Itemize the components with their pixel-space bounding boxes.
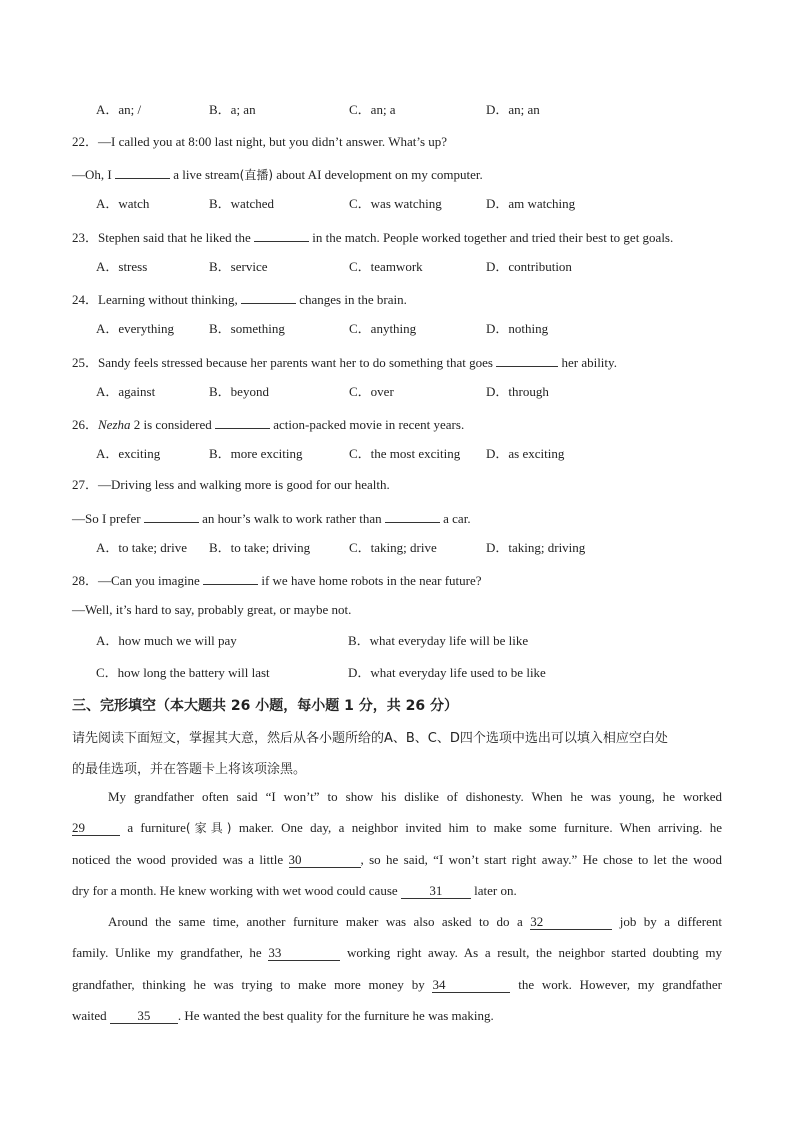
passage-p2-line3b: the work. However, my grandfather (518, 977, 723, 992)
q25-stem (72, 353, 617, 371)
cloze-blank-29[interactable]: 29 (72, 821, 120, 836)
q28-number: 28． (72, 573, 99, 588)
cloze-blank-32[interactable]: 32 (530, 915, 612, 930)
q25-post: her ability. (561, 355, 617, 370)
passage-p1-line2b: maker. One day, a neighbor invited him to make some furniture. When arriving. he (238, 820, 723, 835)
q21-option-d[interactable]: D．an; an (486, 102, 540, 117)
q27-options (96, 540, 736, 556)
q27-line2-mid: an hour’s walk to work rather than (202, 511, 382, 526)
passage-p2-line3 (72, 977, 722, 993)
section-3-instruction-2: 的最佳选项，并在答题卡上将该项涂黑。 (72, 762, 307, 777)
q28-pre: —Can you imagine (98, 573, 200, 588)
passage-p2-line4a: waited (72, 1008, 107, 1023)
passage-p2-line1a: Around the same time, another furniture maker was also asked to do a (108, 914, 523, 929)
passage-p1-line3 (72, 852, 722, 868)
q24-options (96, 321, 736, 337)
q22-number: 22． (72, 134, 99, 149)
q27-blank-2[interactable] (385, 509, 440, 523)
q26-option-d[interactable]: D．as exciting (486, 446, 565, 461)
passage-p2-line4b: . He wanted the best quality for the furniture he was making. (177, 1008, 494, 1023)
q22-option-c[interactable]: C．was watching (349, 196, 442, 211)
q24-stem (72, 290, 407, 308)
q27-line2-pre: —So I prefer (72, 511, 141, 526)
cloze-blank-34[interactable]: 34 (432, 978, 510, 993)
q24-number: 24． (72, 292, 99, 307)
q23-options (96, 259, 736, 275)
q28-options-row1 (96, 633, 736, 649)
q23-blank[interactable] (254, 228, 309, 242)
q23-option-a[interactable]: A．stress (96, 259, 148, 274)
q23-pre: Stephen said that he liked the (98, 230, 251, 245)
passage-p1-line4a: dry for a month. He knew working with wet wood could cause (72, 883, 398, 898)
q25-blank[interactable] (496, 353, 558, 367)
passage-p2-line2b: working right away. As a result, the neighbor started doubting my (346, 945, 723, 960)
q27-number: 27． (72, 477, 99, 492)
q22-stem (72, 134, 447, 150)
q24-option-c[interactable]: C．anything (349, 321, 417, 336)
passage-p2-line1 (108, 914, 722, 930)
q25-options (96, 384, 736, 400)
q26-number: 26． (72, 417, 99, 432)
q22-option-a[interactable]: A．watch (96, 196, 150, 211)
q22-options (96, 196, 736, 212)
q25-pre: Sandy feels stressed because her parents want her to do something that goes (98, 355, 493, 370)
q27-stem-text: —Driving less and walking more is good for our health. (98, 477, 390, 492)
q22-line2 (72, 165, 483, 183)
q26-option-a[interactable]: A．exciting (96, 446, 161, 461)
q26-title: Nezha (98, 417, 131, 432)
furniture-gloss: (家具) (185, 821, 232, 835)
q21-option-a[interactable]: A．an; / (96, 102, 142, 117)
q24-option-a[interactable]: A．everything (96, 321, 174, 336)
q24-post: changes in the brain. (299, 292, 407, 307)
q27-option-b[interactable]: B．to take; driving (209, 540, 311, 555)
cloze-blank-31[interactable]: 31 (401, 884, 471, 899)
cloze-blank-33[interactable]: 33 (268, 946, 340, 961)
q25-option-c[interactable]: C．over (349, 384, 394, 399)
section-3-instruction-1: 请先阅读下面短文，掌握其大意，然后从各小题所给的A、B、C、D四个选项中选出可以填入相应空白处 (72, 731, 668, 746)
q23-option-d[interactable]: D．contribution (486, 259, 572, 274)
q23-stem (72, 228, 673, 246)
q22-option-d[interactable]: D．am watching (486, 196, 576, 211)
q28-options-row2 (96, 665, 736, 681)
cloze-blank-30[interactable]: 30 (289, 853, 361, 868)
q24-option-d[interactable]: D．nothing (486, 321, 549, 336)
q22-line2-pre: —Oh, I (72, 167, 112, 182)
q28-line2: —Well, it’s hard to say, probably great, or maybe not. (72, 602, 352, 617)
q26-pre: 2 is considered (133, 417, 212, 432)
q28-blank[interactable] (203, 571, 258, 585)
q25-option-a[interactable]: A．against (96, 384, 156, 399)
passage-p1-line4b: later on. (474, 883, 517, 898)
passage-p1-line2 (72, 820, 722, 836)
q24-pre: Learning without thinking, (98, 292, 238, 307)
q27-option-a[interactable]: A．to take; drive (96, 540, 187, 555)
q28-option-b[interactable]: B．what everyday life will be like (348, 633, 529, 648)
passage-p2-line4 (72, 1008, 722, 1024)
q22-stem-text: —I called you at 8:00 last night, but you didn’t answer. What’s up? (98, 134, 448, 149)
q26-post: action-packed movie in recent years. (273, 417, 465, 432)
passage-p1-line3a: noticed the wood provided was a little (72, 852, 284, 867)
q22-line2-end: about AI development on my computer. (276, 167, 483, 182)
q27-line2-post: a car. (443, 511, 471, 526)
q27-line2 (72, 509, 471, 527)
q23-number: 23． (72, 230, 99, 245)
q25-option-d[interactable]: D．through (486, 384, 549, 399)
q25-number: 25． (72, 355, 99, 370)
q24-blank[interactable] (241, 290, 296, 304)
q23-option-c[interactable]: C．teamwork (349, 259, 423, 274)
q21-options (96, 102, 736, 118)
q26-blank[interactable] (215, 415, 270, 429)
q21-option-b[interactable]: B．a; an (209, 102, 256, 117)
q25-option-b[interactable]: B．beyond (209, 384, 269, 399)
passage-p2-line2 (72, 945, 722, 961)
q22-gloss: (直播) (239, 168, 274, 182)
q22-line2-post: a live stream (173, 167, 240, 182)
q22-blank[interactable] (115, 165, 170, 179)
q21-option-c[interactable]: C．an; a (349, 102, 396, 117)
q26-option-c[interactable]: C．the most exciting (349, 446, 461, 461)
q27-option-d[interactable]: D．taking; driving (486, 540, 586, 555)
q28-post: if we have home robots in the near future? (261, 573, 482, 588)
q23-post: in the match. People worked together and tried their best to get goals. (312, 230, 674, 245)
q28-option-d[interactable]: D．what everyday life used to be like (348, 665, 546, 680)
cloze-blank-35[interactable]: 35 (110, 1009, 178, 1024)
q26-option-b[interactable]: B．more exciting (209, 446, 303, 461)
passage-p1-line1: My grandfather often said “I won’t” to show his dislike of dishonesty. When he was young, he worked (108, 789, 722, 804)
q23-option-b[interactable]: B．service (209, 259, 268, 274)
passage-p1-line3b: , so he said, “I won’t start right away.” He chose to let the wood (360, 852, 723, 867)
q26-stem (72, 415, 464, 433)
section-3-heading: 三、完形填空（本大题共 26 小题，每小题 1 分，共 26 分） (72, 698, 458, 714)
passage-p2-line1b: job by a different (619, 914, 723, 929)
q24-option-b[interactable]: B．something (209, 321, 285, 336)
q27-blank-1[interactable] (144, 509, 199, 523)
passage-p1-line4 (72, 883, 722, 899)
q28-stem (72, 571, 482, 589)
q26-options (96, 446, 736, 462)
q28-option-c[interactable]: C．how long the battery will last (96, 665, 270, 680)
q22-option-b[interactable]: B．watched (209, 196, 274, 211)
q28-option-a[interactable]: A．how much we will pay (96, 633, 237, 648)
q27-stem (72, 477, 390, 493)
passage-p1-line2a: a furniture (127, 820, 186, 835)
passage-p2-line3a: grandfather, thinking he was trying to make more money by (72, 977, 425, 992)
passage-p2-line2a: family. Unlike my grandfather, he (72, 945, 262, 960)
q27-option-c[interactable]: C．taking; drive (349, 540, 437, 555)
